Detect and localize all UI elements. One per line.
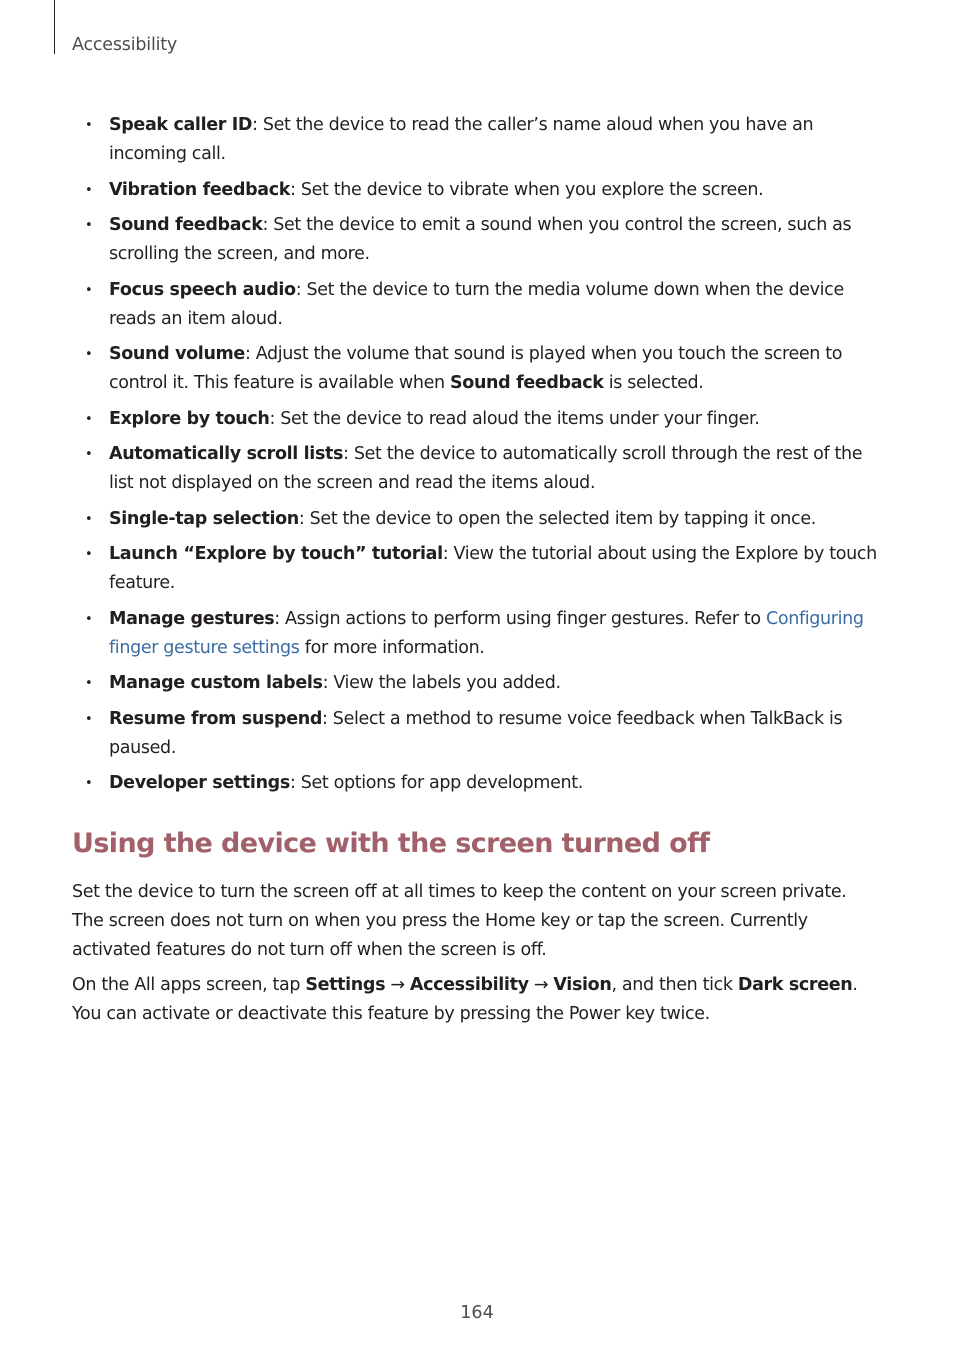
item-term: Single-tap selection — [109, 508, 299, 529]
item-line-continued: reads an item aloud. — [109, 308, 283, 329]
list-item-explore-by-touch — [72, 405, 892, 434]
item-line-continued: list not displayed on the screen and read the items aloud. — [109, 473, 596, 493]
settings-option-list — [72, 111, 892, 805]
item-term: Developer settings — [109, 773, 290, 793]
list-item-automatically-scroll-lists — [72, 440, 892, 498]
item-line — [109, 705, 892, 734]
instruction-text: , and then tick — [611, 975, 738, 995]
item-line — [109, 540, 892, 569]
item-description: : Set the device to vibrate when you explore the screen. — [290, 179, 764, 200]
item-description: : Set the device to read the caller’s name aloud when you have an — [252, 115, 814, 135]
list-item-sound-volume — [72, 340, 892, 398]
item-term: Sound volume — [109, 344, 245, 364]
instruction-text: . — [852, 975, 858, 995]
item-description: : Set the device to read aloud the items under your finger. — [269, 408, 760, 429]
instruction-text: On the All apps screen, tap — [72, 975, 306, 995]
item-description: : Set the device to automatically scroll through the rest of the — [343, 444, 863, 464]
arrow-icon: → — [528, 975, 554, 995]
section-paragraph-intro — [72, 878, 892, 965]
section-heading: Using the device with the screen turned off — [72, 828, 710, 859]
item-description: : Adjust the volume that sound is played when you touch the screen to — [244, 344, 843, 364]
item-description: : Set the device to emit a sound when you control the screen, such as — [262, 215, 852, 235]
item-line — [109, 605, 892, 634]
item-term: Speak caller ID — [109, 115, 253, 135]
bullet-icon: • — [85, 411, 93, 427]
item-description: : Select a method to resume voice feedback when TalkBack is — [322, 708, 843, 729]
item-description: : View the labels you added. — [322, 673, 561, 693]
item-term: Vibration feedback — [109, 179, 291, 200]
item-description: : Assign actions to perform using finger gestures. Refer to — [274, 608, 766, 629]
configuring-finger-gesture-link-continued[interactable]: finger gesture settings — [109, 637, 300, 658]
item-description: : Set the device to turn the media volume down when the device — [295, 279, 844, 300]
item-line — [109, 440, 892, 469]
page-number: 164 — [460, 1303, 494, 1323]
list-item-sound-feedback — [72, 211, 892, 269]
bullet-icon: • — [85, 118, 93, 133]
list-item-speak-caller-id — [72, 111, 892, 169]
bullet-icon: • — [85, 282, 93, 298]
menu-path-accessibility: Accessibility — [409, 975, 529, 995]
menu-path-settings: Settings — [305, 975, 386, 995]
item-term: Launch “Explore by touch” tutorial — [109, 544, 443, 564]
paragraph-line: The screen does not turn on when you press the Home key or tap the screen. Currently — [72, 911, 808, 931]
item-description: is selected. — [603, 373, 704, 393]
paragraph-line: activated features do not turn off when the screen is off. — [72, 940, 547, 960]
item-line-continued: feature. — [109, 573, 175, 593]
item-description: : Set the device to open the selected item by tapping it once. — [298, 508, 816, 529]
item-line — [109, 276, 892, 305]
section-paragraph-instructions — [72, 971, 892, 1029]
item-line — [109, 176, 892, 205]
header-divider — [54, 0, 55, 54]
list-item-resume-from-suspend — [72, 705, 892, 763]
item-line — [109, 669, 892, 698]
item-description: for more information. — [299, 637, 485, 658]
list-item-focus-speech-audio — [72, 276, 892, 334]
paragraph-line: You can activate or deactivate this feature by pressing the Power key twice. — [72, 1004, 710, 1024]
list-item-vibration-feedback — [72, 176, 892, 205]
item-description: : Set options for app development. — [289, 773, 583, 793]
item-line — [109, 111, 892, 140]
list-item-single-tap-selection — [72, 505, 892, 534]
bullet-icon: • — [85, 711, 93, 727]
list-item-manage-gestures — [72, 605, 892, 663]
item-term: Automatically scroll lists — [109, 444, 344, 464]
bullet-icon: • — [85, 447, 93, 462]
inline-option-name: Sound feedback — [450, 373, 604, 393]
arrow-icon: → — [385, 975, 410, 995]
bullet-icon: • — [85, 182, 93, 198]
item-line — [109, 405, 892, 434]
item-line — [109, 505, 892, 534]
item-term: Sound feedback — [109, 215, 263, 235]
bullet-icon: • — [85, 218, 93, 233]
list-item-launch-tutorial — [72, 540, 892, 598]
item-line — [109, 211, 892, 240]
running-header: Accessibility — [72, 35, 178, 55]
item-term: Manage custom labels — [109, 673, 323, 693]
configuring-finger-gesture-link[interactable]: Configuring — [766, 608, 864, 629]
item-line-continued: scrolling the screen, and more. — [109, 244, 370, 264]
list-item-manage-custom-labels — [72, 669, 892, 698]
item-line-continued — [109, 369, 892, 398]
item-line — [109, 340, 892, 369]
bullet-icon: • — [85, 511, 93, 527]
bullet-icon: • — [85, 776, 93, 791]
item-term: Resume from suspend — [109, 708, 323, 729]
menu-path-vision: Vision — [553, 975, 612, 995]
bullet-icon: • — [85, 547, 93, 562]
bullet-icon: • — [85, 611, 93, 627]
list-item-developer-settings — [72, 769, 892, 798]
item-line-continued — [109, 634, 892, 663]
paragraph-line: Set the device to turn the screen off at all times to keep the content on your screen private. — [72, 882, 847, 902]
item-description: control it. This feature is available when — [109, 373, 451, 393]
item-line — [109, 769, 892, 798]
item-line-continued: paused. — [109, 737, 177, 758]
item-term: Manage gestures — [109, 608, 275, 629]
bullet-icon: • — [85, 676, 93, 691]
paragraph-line — [72, 971, 892, 1000]
item-line-continued: incoming call. — [109, 144, 226, 164]
item-term: Focus speech audio — [109, 279, 296, 300]
item-description: : View the tutorial about using the Explore by touch — [442, 544, 877, 564]
item-term: Explore by touch — [109, 408, 270, 429]
bullet-icon: • — [85, 347, 93, 362]
option-dark-screen: Dark screen — [737, 975, 853, 995]
